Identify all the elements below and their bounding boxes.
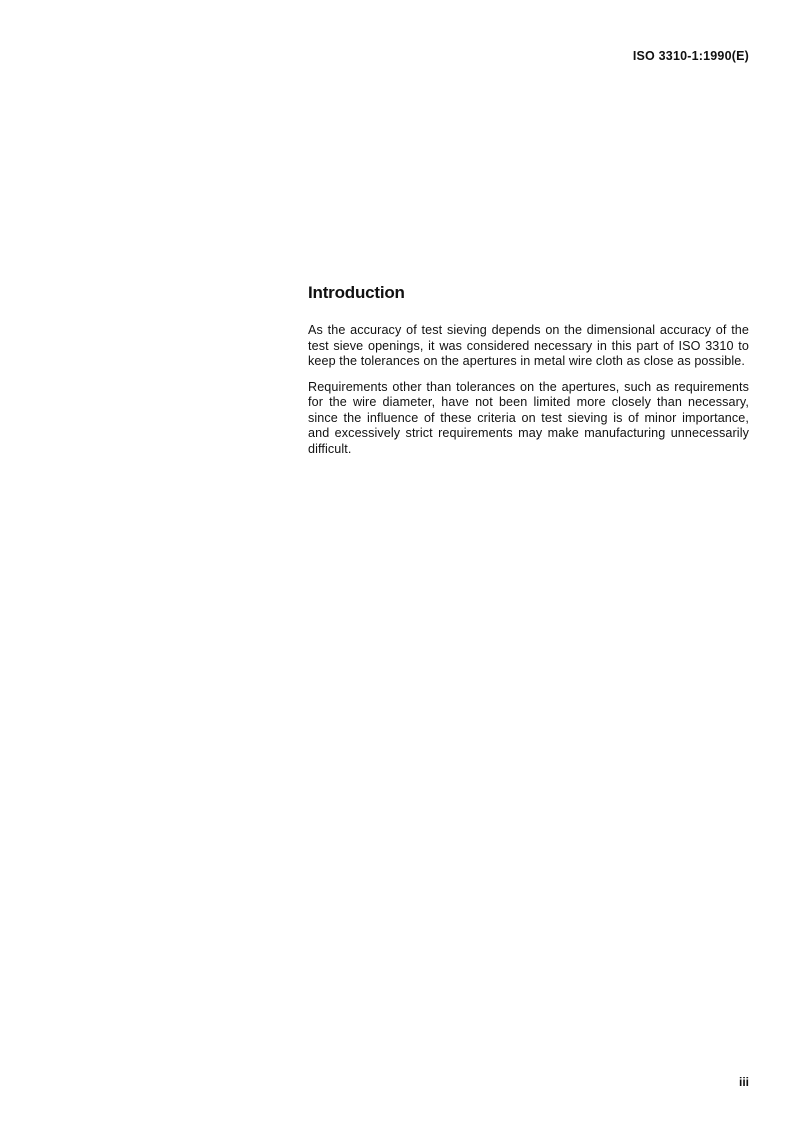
paragraph-2: Requirements other than tolerances on the apertures, such as requirements for the wire diameter, have not been limited more closely than necessary, since the influence of these criteria on test sieving is of minor importance, and excessively strict requirements may make manufacturing unnecessarily difficult. <box>308 379 749 456</box>
paragraph-1: As the accuracy of test sieving depends on the dimensional accuracy of the test sieve openings, it was considered necessary in this part of ISO 3310 to keep the tolerances on the apertures in metal wire cloth as close as possible. <box>308 323 749 368</box>
section-heading: Introduction <box>308 283 405 302</box>
document-identifier: ISO 3310-1:1990(E) <box>632 49 749 63</box>
page-number: iii <box>738 1075 749 1089</box>
introduction-section <box>308 283 749 467</box>
